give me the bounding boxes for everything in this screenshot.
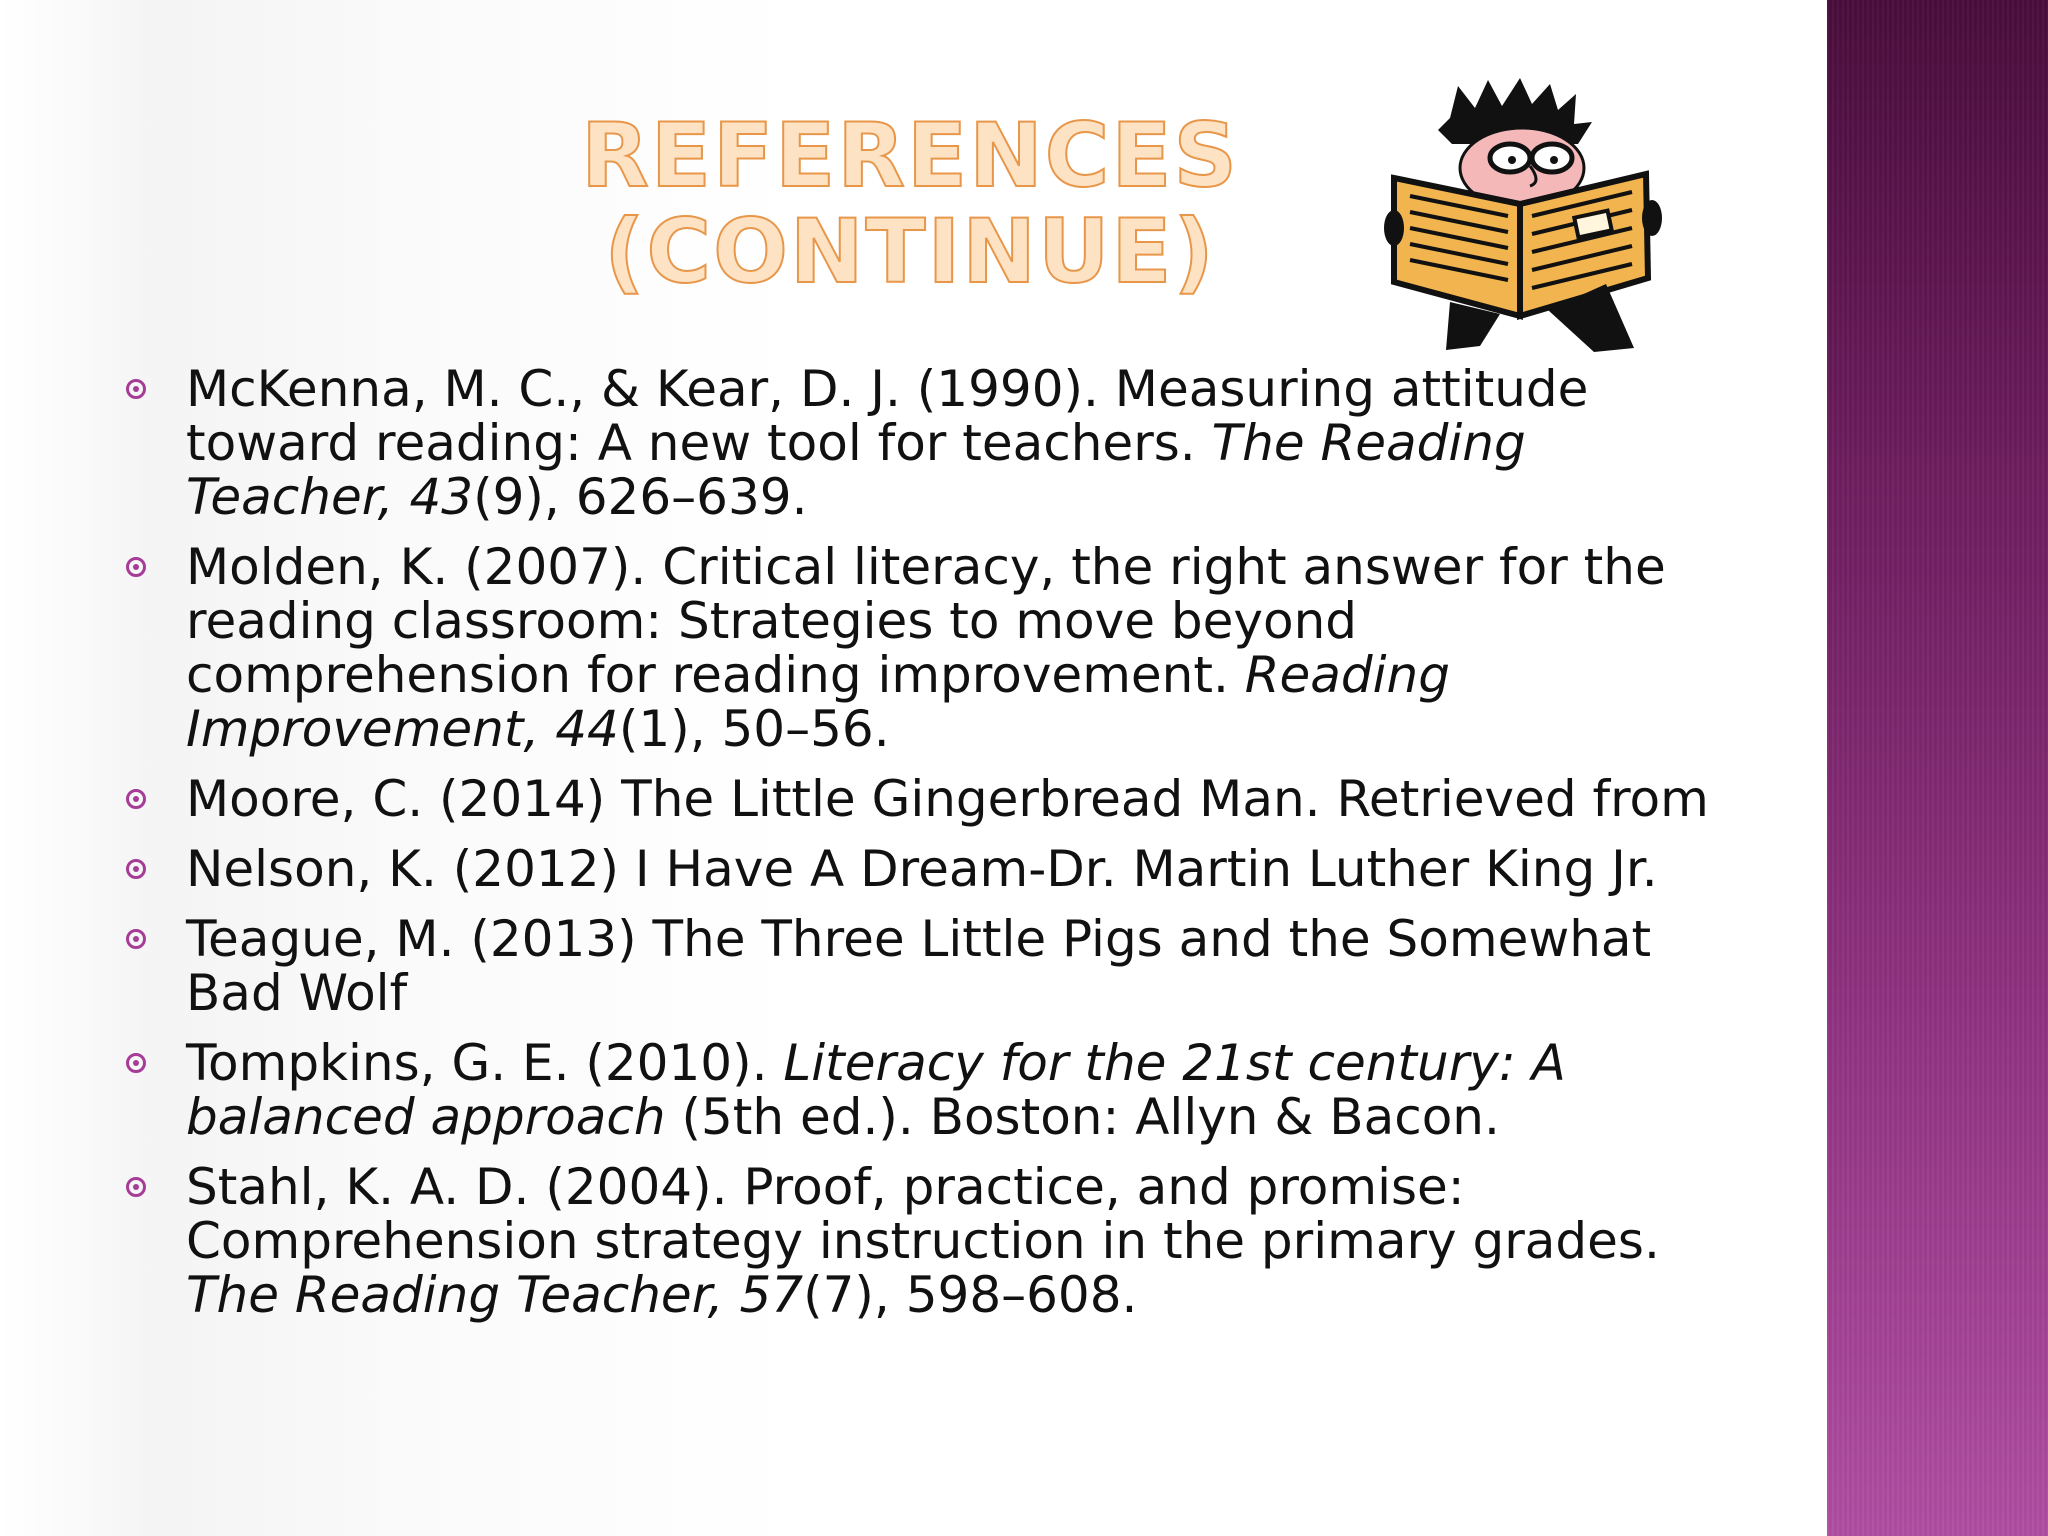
reference-item	[120, 772, 1720, 826]
reference-item	[120, 912, 1720, 1020]
reference-item	[120, 842, 1720, 896]
title-line-1: REFERENCES	[581, 104, 1239, 207]
references-list	[120, 362, 1720, 1338]
bullet-icon	[126, 557, 146, 577]
bullet-icon	[126, 789, 146, 809]
reference-italic: The Reading Teacher, 43	[186, 414, 1526, 526]
reference-text: Tompkins, G. E. (2010).	[186, 1034, 784, 1092]
bullet-icon	[126, 1053, 146, 1073]
reference-text-end: (9), 626–639.	[473, 468, 808, 526]
reference-text-end: (1), 50–56.	[618, 700, 890, 758]
bullet-icon	[126, 929, 146, 949]
reference-italic: Literacy for the 21st century: A balanced approach	[186, 1034, 1566, 1146]
slide-title	[560, 104, 1260, 303]
reference-text: Molden, K. (2007). Critical literacy, the right answer for the reading classroom: Strategies to move beyond comprehension for reading improvement.	[186, 538, 1666, 704]
reference-italic: Reading Improvement, 44	[186, 646, 1450, 758]
reference-text: Stahl, K. A. D. (2004). Proof, practice, and promise: Comprehension strategy instruction in the primary grades.	[186, 1158, 1660, 1270]
bullet-icon	[126, 859, 146, 879]
reference-item	[120, 540, 1720, 756]
bullet-icon	[126, 379, 146, 399]
reference-text: Nelson, K. (2012) I Have A Dream-Dr. Martin Luther King Jr.	[186, 840, 1658, 898]
bullet-icon	[126, 1177, 146, 1197]
reference-text: McKenna, M. C., & Kear, D. J. (1990). Measuring attitude toward reading: A new tool for teachers.	[186, 360, 1589, 472]
reference-text-end: (5th ed.). Boston: Allyn & Bacon.	[665, 1088, 1500, 1146]
reference-italic: The Reading Teacher, 57	[186, 1266, 804, 1324]
reference-text: Moore, C. (2014) The Little Gingerbread Man. Retrieved from	[186, 770, 1709, 828]
reference-item	[120, 1036, 1720, 1144]
reference-text: Teague, M. (2013) The Three Little Pigs and the Somewhat Bad Wolf	[186, 910, 1652, 1022]
side-decoration-band	[1827, 0, 2048, 1536]
reference-item	[120, 362, 1720, 524]
reading-man-icon	[1380, 78, 1670, 358]
reference-text-end: (7), 598–608.	[803, 1266, 1138, 1324]
title-line-2: (CONTINUE)	[604, 200, 1216, 303]
reference-item	[120, 1160, 1720, 1322]
